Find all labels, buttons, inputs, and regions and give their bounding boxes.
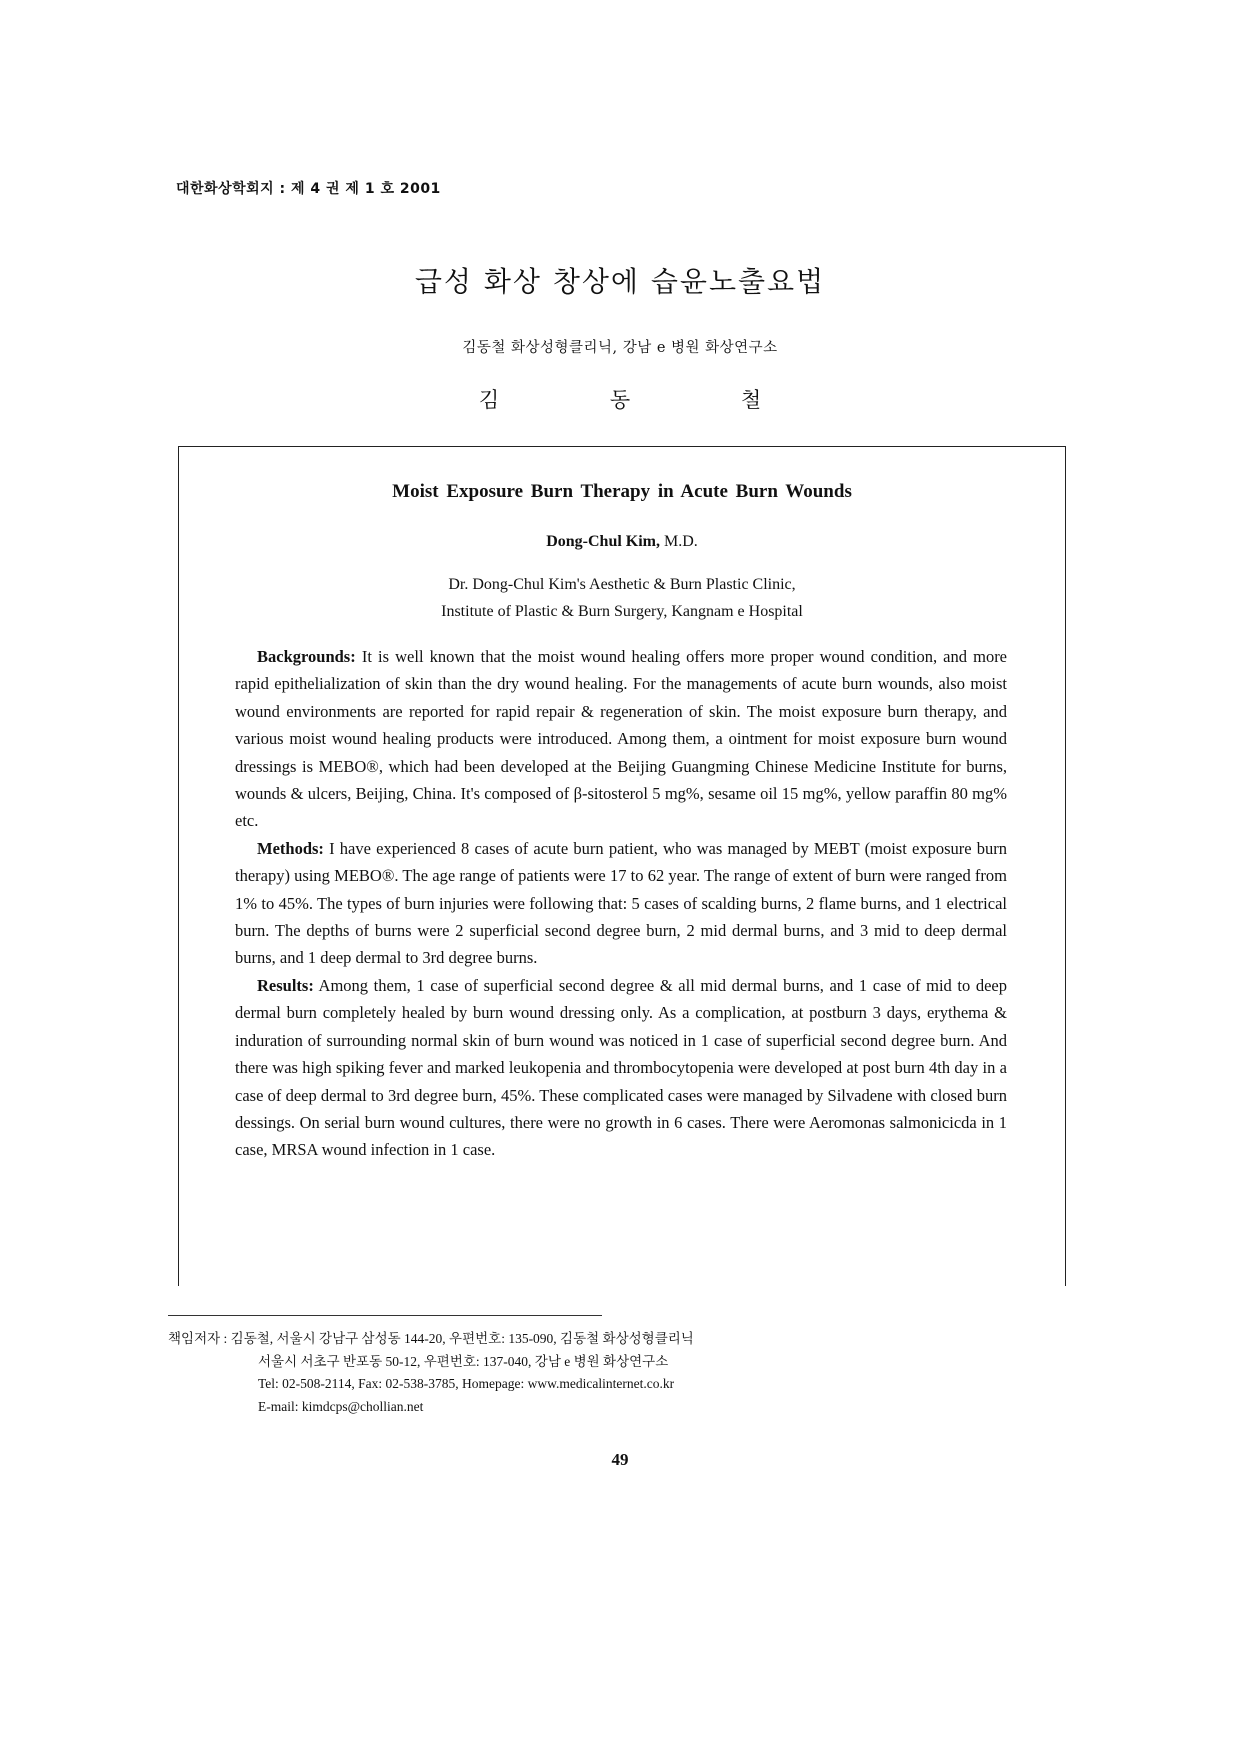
journal-header: 대한화상학회지 : 제 4 권 제 1 호 2001 — [176, 181, 441, 197]
abstract-section-backgrounds — [235, 643, 1007, 835]
footnote-line-2: 서울시 서초구 반포동 50-12, 우편번호: 137-040, 강남 e 병원 화상연구소 — [258, 1353, 669, 1369]
page-number: 49 — [611, 1450, 629, 1469]
korean-affiliation: 김동철 화상성형클리닉, 강남 e 병원 화상연구소 — [462, 340, 778, 356]
affiliation-line-1: Dr. Dong-Chul Kim's Aesthetic & Burn Plastic Clinic, — [448, 576, 796, 593]
affiliation-line-2: Institute of Plastic & Burn Surgery, Kangnam e Hospital — [441, 603, 803, 620]
section-text: I have experienced 8 cases of acute burn patient, who was managed by MEBT (moist exposure burn therapy) using MEBO®. The age range of patients were 17 to 62 year. The range of extent of burn were ranged from 1% to 45%. The types of burn injuries were following that: 5 cases of scalding burns, 2 flame burns, and 1 electrical burn. The depths of burns were 2 superficial second degree burn, 2 mid dermal burns, and 3 mid to deep dermal burns, and 1 deep dermal to 3rd degree burns. — [235, 838, 1008, 968]
korean-author: 김 동 철 — [478, 388, 814, 412]
abstract-box — [178, 446, 1066, 1286]
section-label: Methods: — [257, 838, 324, 858]
footnote-line-3: Tel: 02-508-2114, Fax: 02-538-3785, Homepage: www.medicalinternet.co.kr — [258, 1376, 675, 1391]
section-label: Backgrounds: — [257, 647, 356, 666]
english-affiliation — [179, 571, 1065, 625]
author-name: Dong-Chul Kim, — [546, 533, 660, 550]
section-text: It is well known that the moist wound healing offers more proper wound condition, and more rapid epithelialization of skin than the dry wound healing. For the managements of acute burn wounds, also moist wound environments are reported for rapid repair & regeneration of skin. The moist exposure burn therapy, and various moist wound healing products were introduced. Among them, a ointment for moist exposure burn wound dressings is MEBO®, which had been developed at the Beijing Guangming Chinese Medicine Institute for burns, wounds & ulcers, Beijing, China. It's composed of β-sitosterol 5 mg%, sesame oil 15 mg%, yellow paraffin 80 mg% etc. — [235, 647, 1008, 831]
section-label: Results: — [257, 975, 314, 995]
abstract-section-methods — [235, 835, 1007, 972]
footnote-divider — [168, 1315, 602, 1316]
footnote-line-1: 책임저자 : 김동철, 서울시 강남구 삼성동 144-20, 우편번호: 135-090, 김동철 화상성형클리닉 — [168, 1331, 694, 1346]
korean-title: 급성 화상 창상에 습윤노출요법 — [414, 265, 826, 298]
author-degree: M.D. — [664, 533, 698, 550]
corresponding-author-footnote — [168, 1328, 694, 1418]
english-title: Moist Exposure Burn Therapy in Acute Burn Wounds — [392, 481, 852, 502]
footnote-line-4: E-mail: kimdcps@chollian.net — [258, 1398, 424, 1414]
section-text: Among them, 1 case of superficial second degree & all mid dermal burns, and 1 case of mid to deep dermal burn completely healed by burn wound dressing only. As a complication, at postburn 3 days, erythema & induration of surrounding normal skin of burn wound was noticed in 1 case of superficial second degree burn. And there was high spiking fever and marked leukopenia and thrombocytopenia were developed at post burn 4th day in a case of deep dermal to 3rd degree burn, 45%. These complicated cases were managed by Silvadene with closed burn dessings. On serial burn wound cultures, there were no growth in 6 cases. There were Aeromonas salmonicicda in 1 case, MRSA wound infection in 1 case. — [235, 975, 1007, 1160]
english-author — [179, 533, 1065, 551]
abstract-body — [235, 643, 1007, 1164]
abstract-section-results — [235, 972, 1007, 1164]
